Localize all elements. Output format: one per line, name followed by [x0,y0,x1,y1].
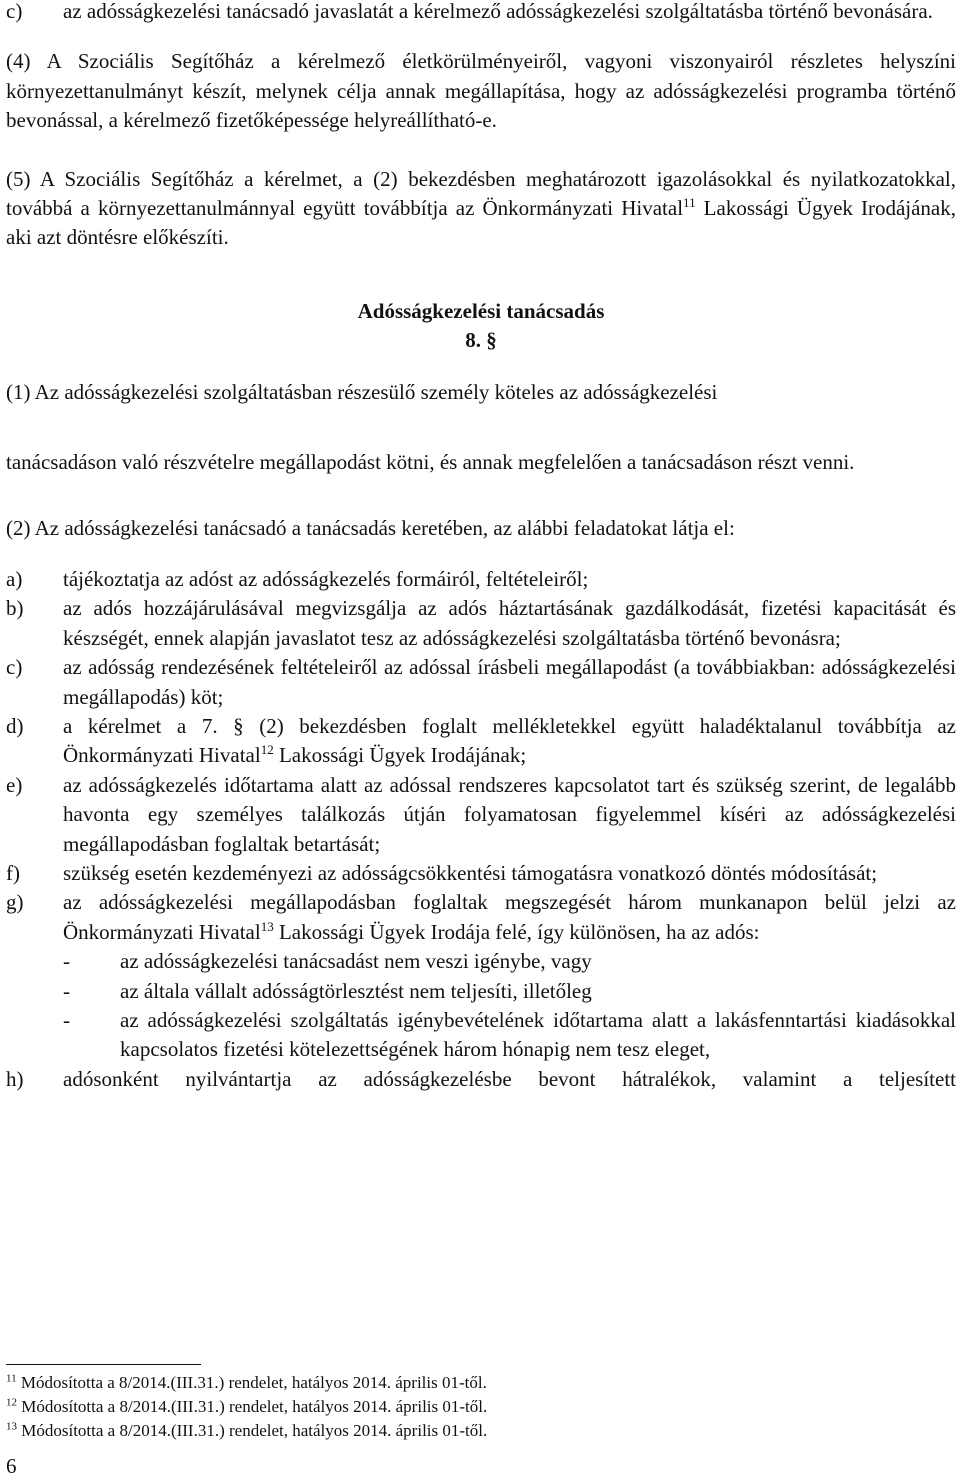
footnote-text: Módosította a 8/2014.(III.31.) rendelet, hatályos 2014. április 01-től. [20,1373,487,1392]
footnote-13 [6,1419,956,1443]
list-item-f [6,859,956,888]
dash-marker: - [63,978,70,1003]
page-number: 6 [6,1454,17,1478]
list-label: d) [6,713,24,738]
dash-marker: - [63,1007,70,1032]
list-label: f) [6,860,20,885]
list-text-part: Lakossági Ügyek Irodája felé, így különösen, ha az adós: [273,919,760,944]
paragraph-5-text: (5) A Szociális Segítőház a kérelmet, a (2) bekezdésben meghatározott igazolásokkal és nyilatkozatokkal, továbbá a környezettanulmánnyal együtt továbbítja az Önkormányzati Hivatal [6,166,956,221]
list-text: az adósságkezelés időtartama alatt az adóssal rendszeres kapcsolatot tart és szükség szerint, de legalább havonta egy személyes találkozás útján folyamatosan figyelemmel kíséri az adósságkezelési megállapodásban foglaltak betartását; [63,772,956,856]
footnote-number: 13 [6,1420,17,1433]
paragraph-4: (4) A Szociális Segítőház a kérelmező életkörülményeiről, vagyoni viszonyairól részletes helyszíni környezettanulmányt készít, melynek célja annak megállapítása, hogy az adósságkezelési programba történő bevonással, a kérelmező fizetőképessége helyreállítható-e. [6,49,956,133]
list-text [63,712,956,771]
list-label: c) [6,0,23,23]
task-list [6,565,956,1094]
list-text [63,888,956,947]
dash-marker: - [63,949,70,974]
list-label: g) [6,890,24,915]
footnote-separator [6,1364,201,1365]
list-item-h [6,1065,956,1094]
list-item-d [6,712,956,771]
sub-item-text: az általa vállalt adósságtörlesztést nem teljesíti, illetőleg [120,978,592,1003]
footnotes [6,1364,956,1443]
list-text: tájékoztatja az adóst az adósságkezelés formáiról, feltételeiről; [63,566,589,591]
section-title: Adósságkezelési tanácsadás [357,298,605,323]
footnote-11 [6,1371,956,1395]
list-text: az adósság rendezésének feltételeiről az adóssal írásbeli megállapodást (a továbbiakban: adósságkezelési megállapodás) köt; [63,655,956,709]
list-item-g [6,888,956,947]
list-label: h) [6,1066,24,1091]
list-item-c-intro [6,0,956,26]
sub-item-1 [63,947,956,976]
paragraph-5 [6,165,956,253]
list-item-a [6,565,956,594]
list-text-part: az adósságkezelési megállapodásban foglaltak megszegését három munkanapon belül jelzi az Önkormányzati Hivatal [63,890,956,944]
footnote-number: 12 [6,1396,17,1409]
sub-item-text: az adósságkezelési tanácsadást nem veszi igénybe, vagy [120,949,592,974]
footnote-ref-13: 13 [260,918,274,934]
list-text: szükség esetén kezdeményezi az adósságcsökkentési támogatásra vonatkozó döntés módosítását; [63,860,878,885]
footnote-12 [6,1395,956,1419]
section-number: 8. § [465,328,497,353]
paragraph-1-line-1: (1) Az adósságkezelési szolgáltatásban részesülő személy köteles az adósságkezelési [6,379,718,404]
list-text: az adósságkezelési tanácsadó javaslatát a kérelmező adósságkezelési szolgáltatásba történő bevonására. [63,0,933,23]
sub-item-2 [63,977,956,1006]
footnote-text: Módosította a 8/2014.(III.31.) rendelet, hatályos 2014. április 01-től. [21,1421,488,1440]
list-item-c [6,653,956,712]
footnote-ref-12: 12 [260,742,274,758]
list-label: a) [6,566,23,591]
list-item-b [6,594,956,653]
list-label: b) [6,596,24,621]
paragraph-1-line-2: tanácsadáson való részvételre megállapodást kötni, és annak megfelelően a tanácsadáson részt venni. [6,450,855,475]
list-label: c) [6,655,23,680]
list-text-part: a kérelmet a 7. § (2) bekezdésben foglalt mellékletekkel együtt haladéktalanul továbbítja az Önkormányzati Hivatal [63,713,956,768]
list-label: e) [6,772,23,797]
list-text-part: Lakossági Ügyek Irodájának; [273,743,527,768]
paragraph-5-text-end: Lakossági Ügyek Irodájának, aki azt döntésre előkészíti. [6,196,957,250]
paragraph-2: (2) Az adósságkezelési tanácsadó a tanácsadás keretében, az alábbi feladatokat látja el: [6,516,735,541]
document-page [6,0,956,1094]
sub-item-text: az adósságkezelési szolgáltatás igénybevételének időtartama alatt a lakásfenntartási kiadásokkal kapcsolatos fizetési kötelezettségének három hónapig nem tesz eleget, [120,1007,956,1062]
footnote-text: Módosította a 8/2014.(III.31.) rendelet, hatályos 2014. április 01-től. [21,1397,488,1416]
footnote-number: 11 [6,1372,17,1385]
sub-item-3 [63,1006,956,1065]
footnote-ref-11: 11 [683,195,696,211]
list-item-e [6,771,956,859]
list-text: az adós hozzájárulásával megvizsgálja az adós háztartásának gazdálkodását, fizetési kapacitását és készségét, ennek alapján javaslatot tesz az adósságkezelési szolgáltatásba történő bevonásra; [63,596,956,650]
list-text: adósonként nyilvántartja az adósságkezelésbe bevont hátralékok, valamint a teljesített [63,1066,956,1091]
